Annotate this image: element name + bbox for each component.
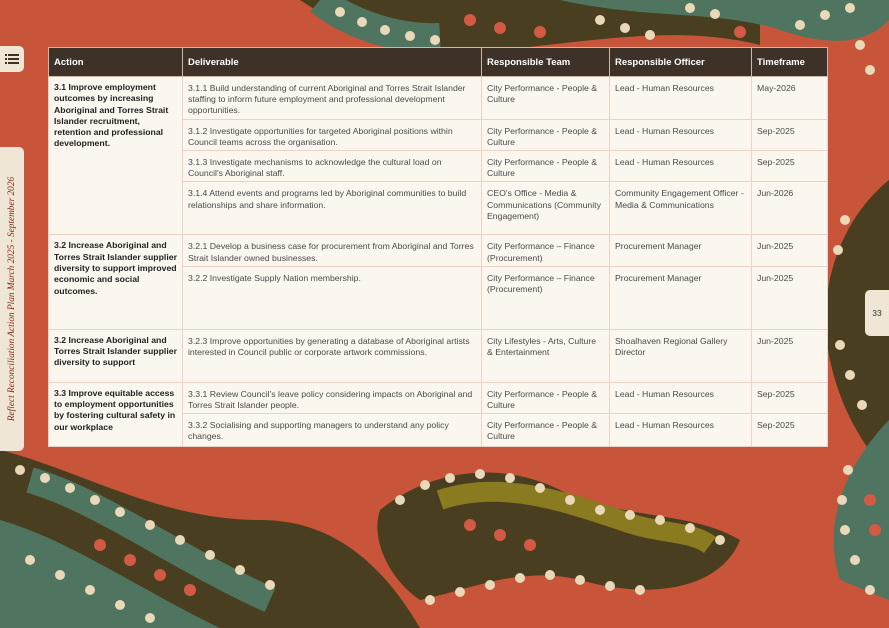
action-cell: 3.3 Improve equitable access to employment opportunities by fostering cultural safety in our workplace — [49, 382, 183, 446]
deliverable-cell: 3.2.1 Develop a business case for procurement from Aboriginal and Torres Strait Islander owned businesses. — [183, 235, 482, 266]
action-plan-table — [48, 47, 828, 447]
action-cell: 3.1 Improve employment outcomes by increasing Aboriginal and Torres Strait Islander recruitment, retention and professional development. — [49, 77, 183, 235]
officer-cell: Shoalhaven Regional Gallery Director — [610, 329, 752, 382]
document-title-tab — [0, 147, 24, 451]
timeframe-cell: Jun-2025 — [752, 235, 828, 266]
action-cell: 3.2 Increase Aboriginal and Torres Strait Islander supplier diversity to support improved economic and social outcomes. — [49, 235, 183, 329]
officer-cell: Community Engagement Officer - Media & Communications — [610, 182, 752, 235]
deliverable-cell: 3.1.2 Investigate opportunities for targeted Aboriginal positions within Council teams across the organisation. — [183, 119, 482, 150]
action-cell: 3.2 Increase Aboriginal and Torres Strait Islander supplier diversity to support — [49, 329, 183, 382]
team-cell: City Performance - People & Culture — [482, 77, 610, 120]
timeframe-cell: May-2026 — [752, 77, 828, 120]
header-responsible-team: Responsible Team — [482, 48, 610, 77]
team-cell: City Performance - People & Culture — [482, 119, 610, 150]
page-number: 33 — [865, 290, 889, 336]
deliverable-cell: 3.1.4 Attend events and programs led by Aboriginal communities to build relationships and share information. — [183, 182, 482, 235]
team-cell: City Performance - People & Culture — [482, 382, 610, 413]
team-cell: City Performance - People & Culture — [482, 414, 610, 447]
table-row — [49, 382, 828, 413]
team-cell: City Performance – Finance (Procurement) — [482, 266, 610, 329]
header-responsible-officer: Responsible Officer — [610, 48, 752, 77]
team-cell: City Performance – Finance (Procurement) — [482, 235, 610, 266]
header-action: Action — [49, 48, 183, 77]
timeframe-cell: Sep-2025 — [752, 414, 828, 447]
deliverable-cell: 3.1.1 Build understanding of current Aboriginal and Torres Strait Islander staffing to inform future employment and professional development opportunities. — [183, 77, 482, 120]
timeframe-cell: Jun-2026 — [752, 182, 828, 235]
timeframe-cell: Sep-2025 — [752, 151, 828, 182]
officer-cell: Lead - Human Resources — [610, 77, 752, 120]
timeframe-cell: Jun-2025 — [752, 329, 828, 382]
deliverable-cell: 3.3.1 Review Council's leave policy considering impacts on Aboriginal and Torres Strait Islander people. — [183, 382, 482, 413]
team-cell: City Lifestyles - Arts, Culture & Entertainment — [482, 329, 610, 382]
officer-cell: Procurement Manager — [610, 235, 752, 266]
officer-cell: Lead - Human Resources — [610, 151, 752, 182]
team-cell: City Performance - People & Culture — [482, 151, 610, 182]
team-cell: CEO's Office - Media & Communications (Community Engagement) — [482, 182, 610, 235]
table-row — [49, 235, 828, 266]
officer-cell: Procurement Manager — [610, 266, 752, 329]
artwork-band-right-lower — [834, 420, 889, 600]
timeframe-cell: Sep-2025 — [752, 119, 828, 150]
table-header-row — [49, 48, 828, 77]
officer-cell: Lead - Human Resources — [610, 382, 752, 413]
timeframe-cell: Jun-2025 — [752, 266, 828, 329]
deliverable-cell: 3.1.3 Investigate mechanisms to acknowledge the cultural load on Council's Aboriginal staff. — [183, 151, 482, 182]
officer-cell: Lead - Human Resources — [610, 119, 752, 150]
table-row — [49, 329, 828, 382]
deliverable-cell: 3.2.3 Improve opportunities by generating a database of Aboriginal artists interested in Council public or corporate artwork commissions. — [183, 329, 482, 382]
header-timeframe: Timeframe — [752, 48, 828, 77]
header-deliverable: Deliverable — [183, 48, 482, 77]
menu-icon — [5, 53, 19, 65]
timeframe-cell: Sep-2025 — [752, 382, 828, 413]
deliverable-cell: 3.3.2 Socialising and supporting managers to understand any policy changes. — [183, 414, 482, 447]
deliverable-cell: 3.2.2 Investigate Supply Nation membership. — [183, 266, 482, 329]
document-title: Reflect Reconciliation Action Plan March 2025 - September 2026 — [7, 176, 17, 422]
table-row — [49, 77, 828, 120]
menu-button[interactable] — [0, 46, 24, 72]
officer-cell: Lead - Human Resources — [610, 414, 752, 447]
